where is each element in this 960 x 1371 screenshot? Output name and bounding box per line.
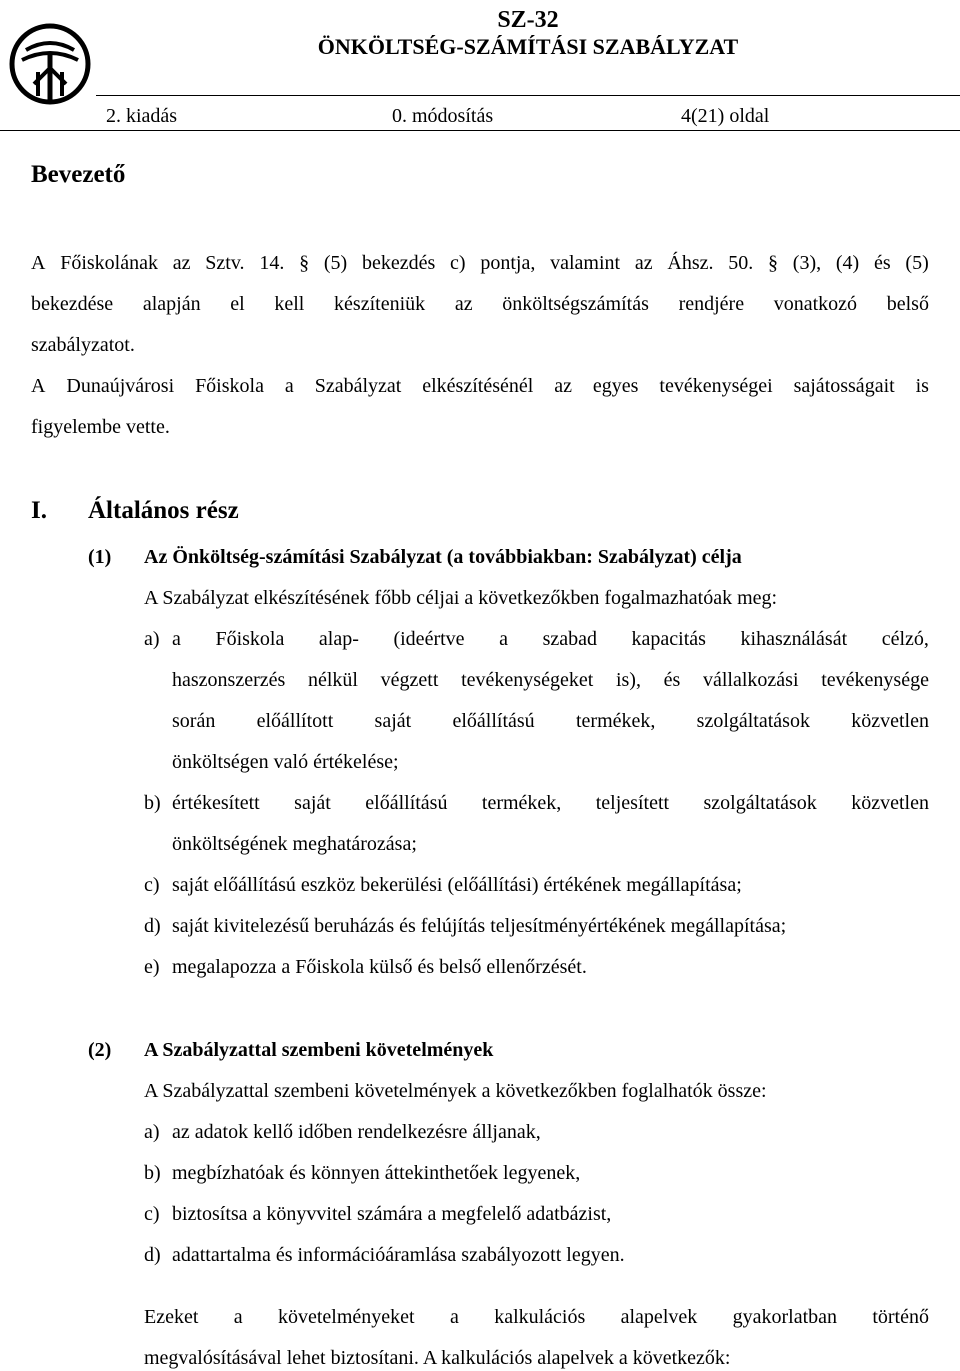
item-lead: A Szabályzat elkészítésének főbb céljai a következőkben fogalmazhatóak meg: bbox=[144, 587, 778, 609]
list-item-line: a Főiskola alap- (ideértve a szabad kapacitás kihasználását célzó, bbox=[172, 628, 929, 650]
list-marker: e) bbox=[144, 956, 160, 978]
section-title: Általános rész bbox=[88, 497, 239, 524]
item-number: (2) bbox=[88, 1039, 112, 1061]
intro-paragraph-line: szabályzatot. bbox=[31, 334, 135, 356]
list-item-line: haszonszerzés nélkül végzett tevékenységeket is), és vállalkozási tevékenysége bbox=[172, 669, 929, 691]
header-divider bbox=[96, 95, 960, 96]
list-marker: a) bbox=[144, 1121, 160, 1143]
item-lead: A Szabályzattal szembeni követelmények a következőkben foglalhatók össze: bbox=[144, 1080, 767, 1102]
list-marker: c) bbox=[144, 1203, 160, 1225]
header-bottom-divider bbox=[0, 130, 960, 131]
intro-paragraph-line: A Főiskolának az Sztv. 14. § (5) bekezdés c) pontja, valamint az Áhsz. 50. § (3), (4) és (5) bbox=[31, 252, 929, 274]
list-item-line: saját kivitelezésű beruházás és felújítás teljesítményértékének megállapítása; bbox=[172, 915, 787, 937]
item-heading: A Szabályzattal szembeni követelmények bbox=[144, 1039, 494, 1061]
list-item-line: önköltségen való értékelése; bbox=[172, 751, 399, 773]
intro-paragraph-line: A Dunaújvárosi Főiskola a Szabályzat elkészítésénél az egyes tevékenységei sajátosságait is bbox=[31, 375, 929, 397]
edition-label: 2. kiadás bbox=[106, 105, 178, 127]
list-item-line: az adatok kellő időben rendelkezésre álljanak, bbox=[172, 1121, 541, 1143]
item-heading: Az Önköltség-számítási Szabályzat (a továbbiakban: Szabályzat) célja bbox=[144, 546, 742, 568]
list-item-line: során előállított saját előállítású termékek, szolgáltatások közvetlen bbox=[172, 710, 929, 732]
modification-label: 0. módosítás bbox=[392, 105, 494, 127]
document-title: ÖNKÖLTSÉG-SZÁMÍTÁSI SZABÁLYZAT bbox=[317, 34, 739, 59]
list-marker: a) bbox=[144, 628, 160, 650]
list-item-line: saját előállítású eszköz bekerülési (előállítási) értékének megállapítása; bbox=[172, 874, 742, 896]
list-marker: c) bbox=[144, 874, 160, 896]
list-item-line: megbízhatóak és könnyen áttekinthetőek legyenek, bbox=[172, 1162, 581, 1184]
intro-heading: Bevezető bbox=[31, 161, 126, 188]
list-item-line: megalapozza a Főiskola külső és belső ellenőrzését. bbox=[172, 956, 587, 978]
list-marker: b) bbox=[144, 1162, 161, 1184]
document-code: SZ-32 bbox=[497, 7, 559, 33]
closing-paragraph-line: Ezeket a követelményeket a kalkulációs alapelvek gyakorlatban történő bbox=[144, 1306, 929, 1328]
list-marker: d) bbox=[144, 915, 161, 937]
list-item-line: biztosítsa a könyvvitel számára a megfelelő adatbázist, bbox=[172, 1203, 612, 1225]
intro-paragraph-line: figyelembe vette. bbox=[31, 416, 170, 438]
list-marker: b) bbox=[144, 792, 161, 814]
list-item-line: önköltségének meghatározása; bbox=[172, 833, 417, 855]
closing-paragraph-line: megvalósításával lehet biztosítani. A kalkulációs alapelvek a következők: bbox=[144, 1347, 731, 1369]
section-number: I. bbox=[31, 497, 47, 524]
institution-logo bbox=[8, 22, 92, 106]
intro-paragraph-line: bekezdése alapján el kell készíteniük az önköltségszámítás rendjére vonatkozó belső bbox=[31, 293, 929, 315]
page-number: 4(21) oldal bbox=[681, 105, 770, 127]
item-number: (1) bbox=[88, 546, 112, 568]
list-marker: d) bbox=[144, 1244, 161, 1266]
list-item-line: értékesített saját előállítású termékek, teljesített szolgáltatások közvetlen bbox=[172, 792, 929, 814]
list-item-line: adattartalma és információáramlása szabályozott legyen. bbox=[172, 1244, 625, 1266]
